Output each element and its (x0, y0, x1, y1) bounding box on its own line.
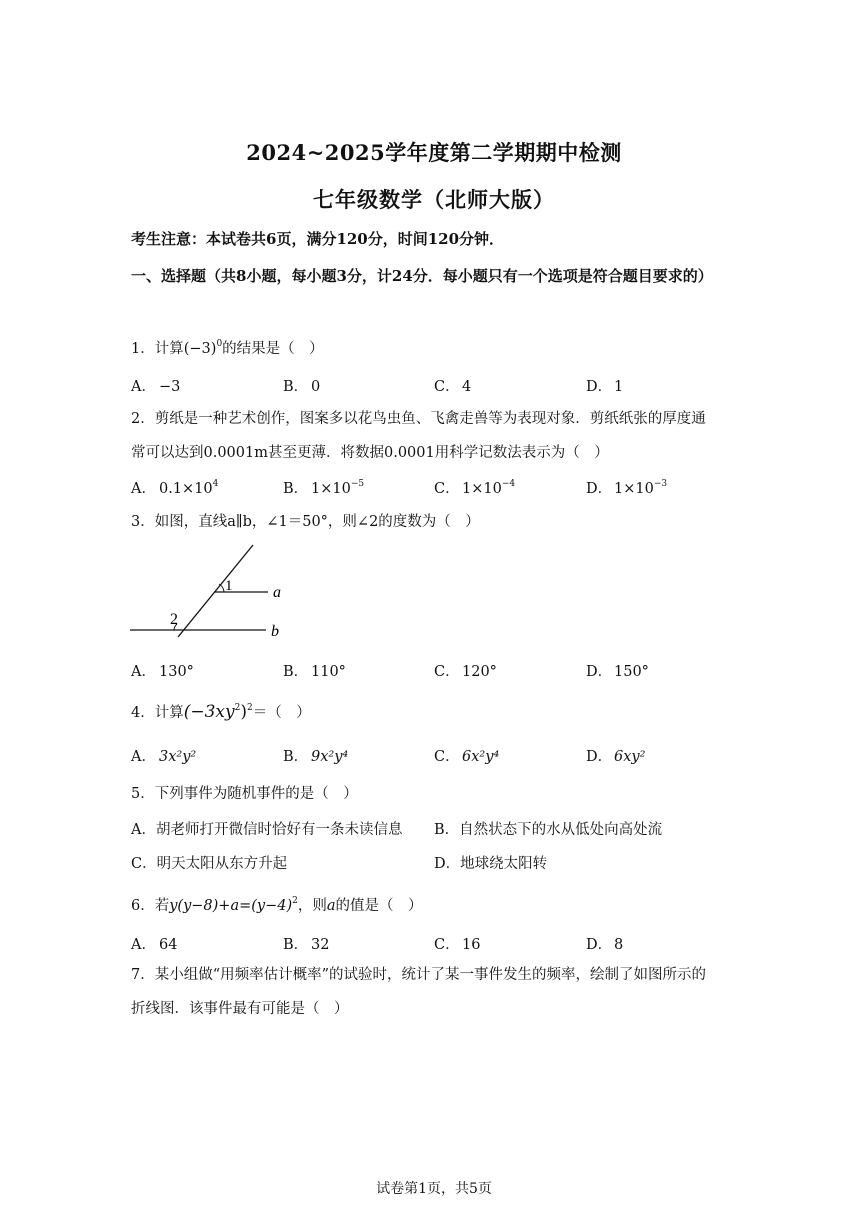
page-footer: 试卷第1页，共5页 (376, 1181, 492, 1197)
transversal-line (178, 545, 253, 637)
question-3-options (131, 660, 743, 684)
exam-subtitle: 七年级数学（北师大版） (313, 187, 555, 212)
question-6: 6．若$y(y-8)+a=(y-4)^2$，则a的值是（ ） (131, 896, 423, 914)
angle-2-label: 2 (170, 611, 178, 628)
exam-title: 2024~2025学年度第二学期期中检测 (246, 140, 622, 165)
option-c[interactable]: C． 4 (434, 379, 472, 395)
line-b-label: b (271, 623, 279, 640)
option-d[interactable]: D． 1 (586, 379, 624, 395)
exam-notice: 考生注意：本试卷共6页，满分120分，时间120分钟． (131, 230, 505, 248)
option-a[interactable]: A．胡老师打开微信时恰好有一条未读信息 (131, 822, 403, 838)
line-a-label: a (273, 584, 281, 601)
question-5-options-row2 (131, 852, 743, 876)
option-a[interactable]: A． 64 (131, 937, 178, 953)
angle-1-label: 1 (225, 578, 233, 594)
option-b[interactable]: B． 32 (283, 937, 330, 953)
question-1: 1．计算$(-3)^0$的结果是（ ） (131, 339, 324, 357)
option-a[interactable]: A． 130° (131, 664, 194, 680)
option-c[interactable]: C．明天太阳从东方升起 (131, 856, 288, 872)
option-b[interactable]: B． 0 (283, 379, 321, 395)
option-a[interactable]: A． −3 (131, 379, 181, 395)
question-7: 7．某小组做“用频率估计概率”的试验时，统计了某一事件发生的频率，绘制了如图所示的 折线图．该事件最有可能是（ ） (131, 967, 707, 1017)
question-1-options (131, 375, 743, 399)
option-b[interactable]: B． $1\times 10^{-5}$ (283, 479, 365, 497)
option-d[interactable]: D． 150° (586, 664, 649, 680)
q1-expression: (−3) (183, 341, 217, 357)
question-4-options (131, 745, 743, 769)
question-4: 4．计算$(-3xy^2)^2=$（ ） (131, 702, 311, 722)
option-b[interactable]: B．自然状态下的水从低处向高处流 (434, 822, 663, 838)
option-c[interactable]: C． 6x²y⁴ (434, 749, 500, 765)
parallel-lines-figure (128, 540, 298, 645)
option-d[interactable]: D． 8 (586, 937, 624, 953)
question-2: 2．剪纸是一种艺术创作，图案多以花鸟虫鱼、飞禽走兽等为表现对象．剪纸纸张的厚度通 常可以达到0.0001m甚至更薄．将数据0.0001用科学记数法表示为（ ） (131, 411, 706, 461)
option-d[interactable]: D．地球绕太阳转 (434, 856, 548, 872)
option-d[interactable]: D． 6xy² (586, 749, 646, 765)
option-d[interactable]: D． $1\times 10^{-3}$ (586, 479, 668, 497)
option-a[interactable]: A． 3x²y² (131, 749, 197, 765)
question-6-options (131, 933, 743, 957)
option-c[interactable]: C． 120° (434, 664, 497, 680)
option-a[interactable]: A． $0.1\times 10^4$ (131, 479, 219, 497)
q4-expression: (−3xy (183, 702, 235, 722)
option-c[interactable]: C． 16 (434, 937, 481, 953)
option-b[interactable]: B． 110° (283, 664, 346, 680)
option-b[interactable]: B． 9x²y⁴ (283, 749, 349, 765)
question-5-options-row1 (131, 818, 743, 842)
option-c[interactable]: C． $1\times 10^{-4}$ (434, 479, 516, 497)
question-5: 5．下列事件为随机事件的是（ ） (131, 786, 358, 802)
question-2-options (131, 477, 743, 501)
q6-expression: y(y−8)+a=(y−4) (169, 898, 293, 914)
section-heading: 一、选择题（共8小题，每小题3分，计24分．每小题只有一个选项是符合题目要求的） (131, 267, 713, 285)
question-3: 3．如图，直线a∥b，∠1＝50°，则∠2的度数为（ ） (131, 514, 480, 530)
